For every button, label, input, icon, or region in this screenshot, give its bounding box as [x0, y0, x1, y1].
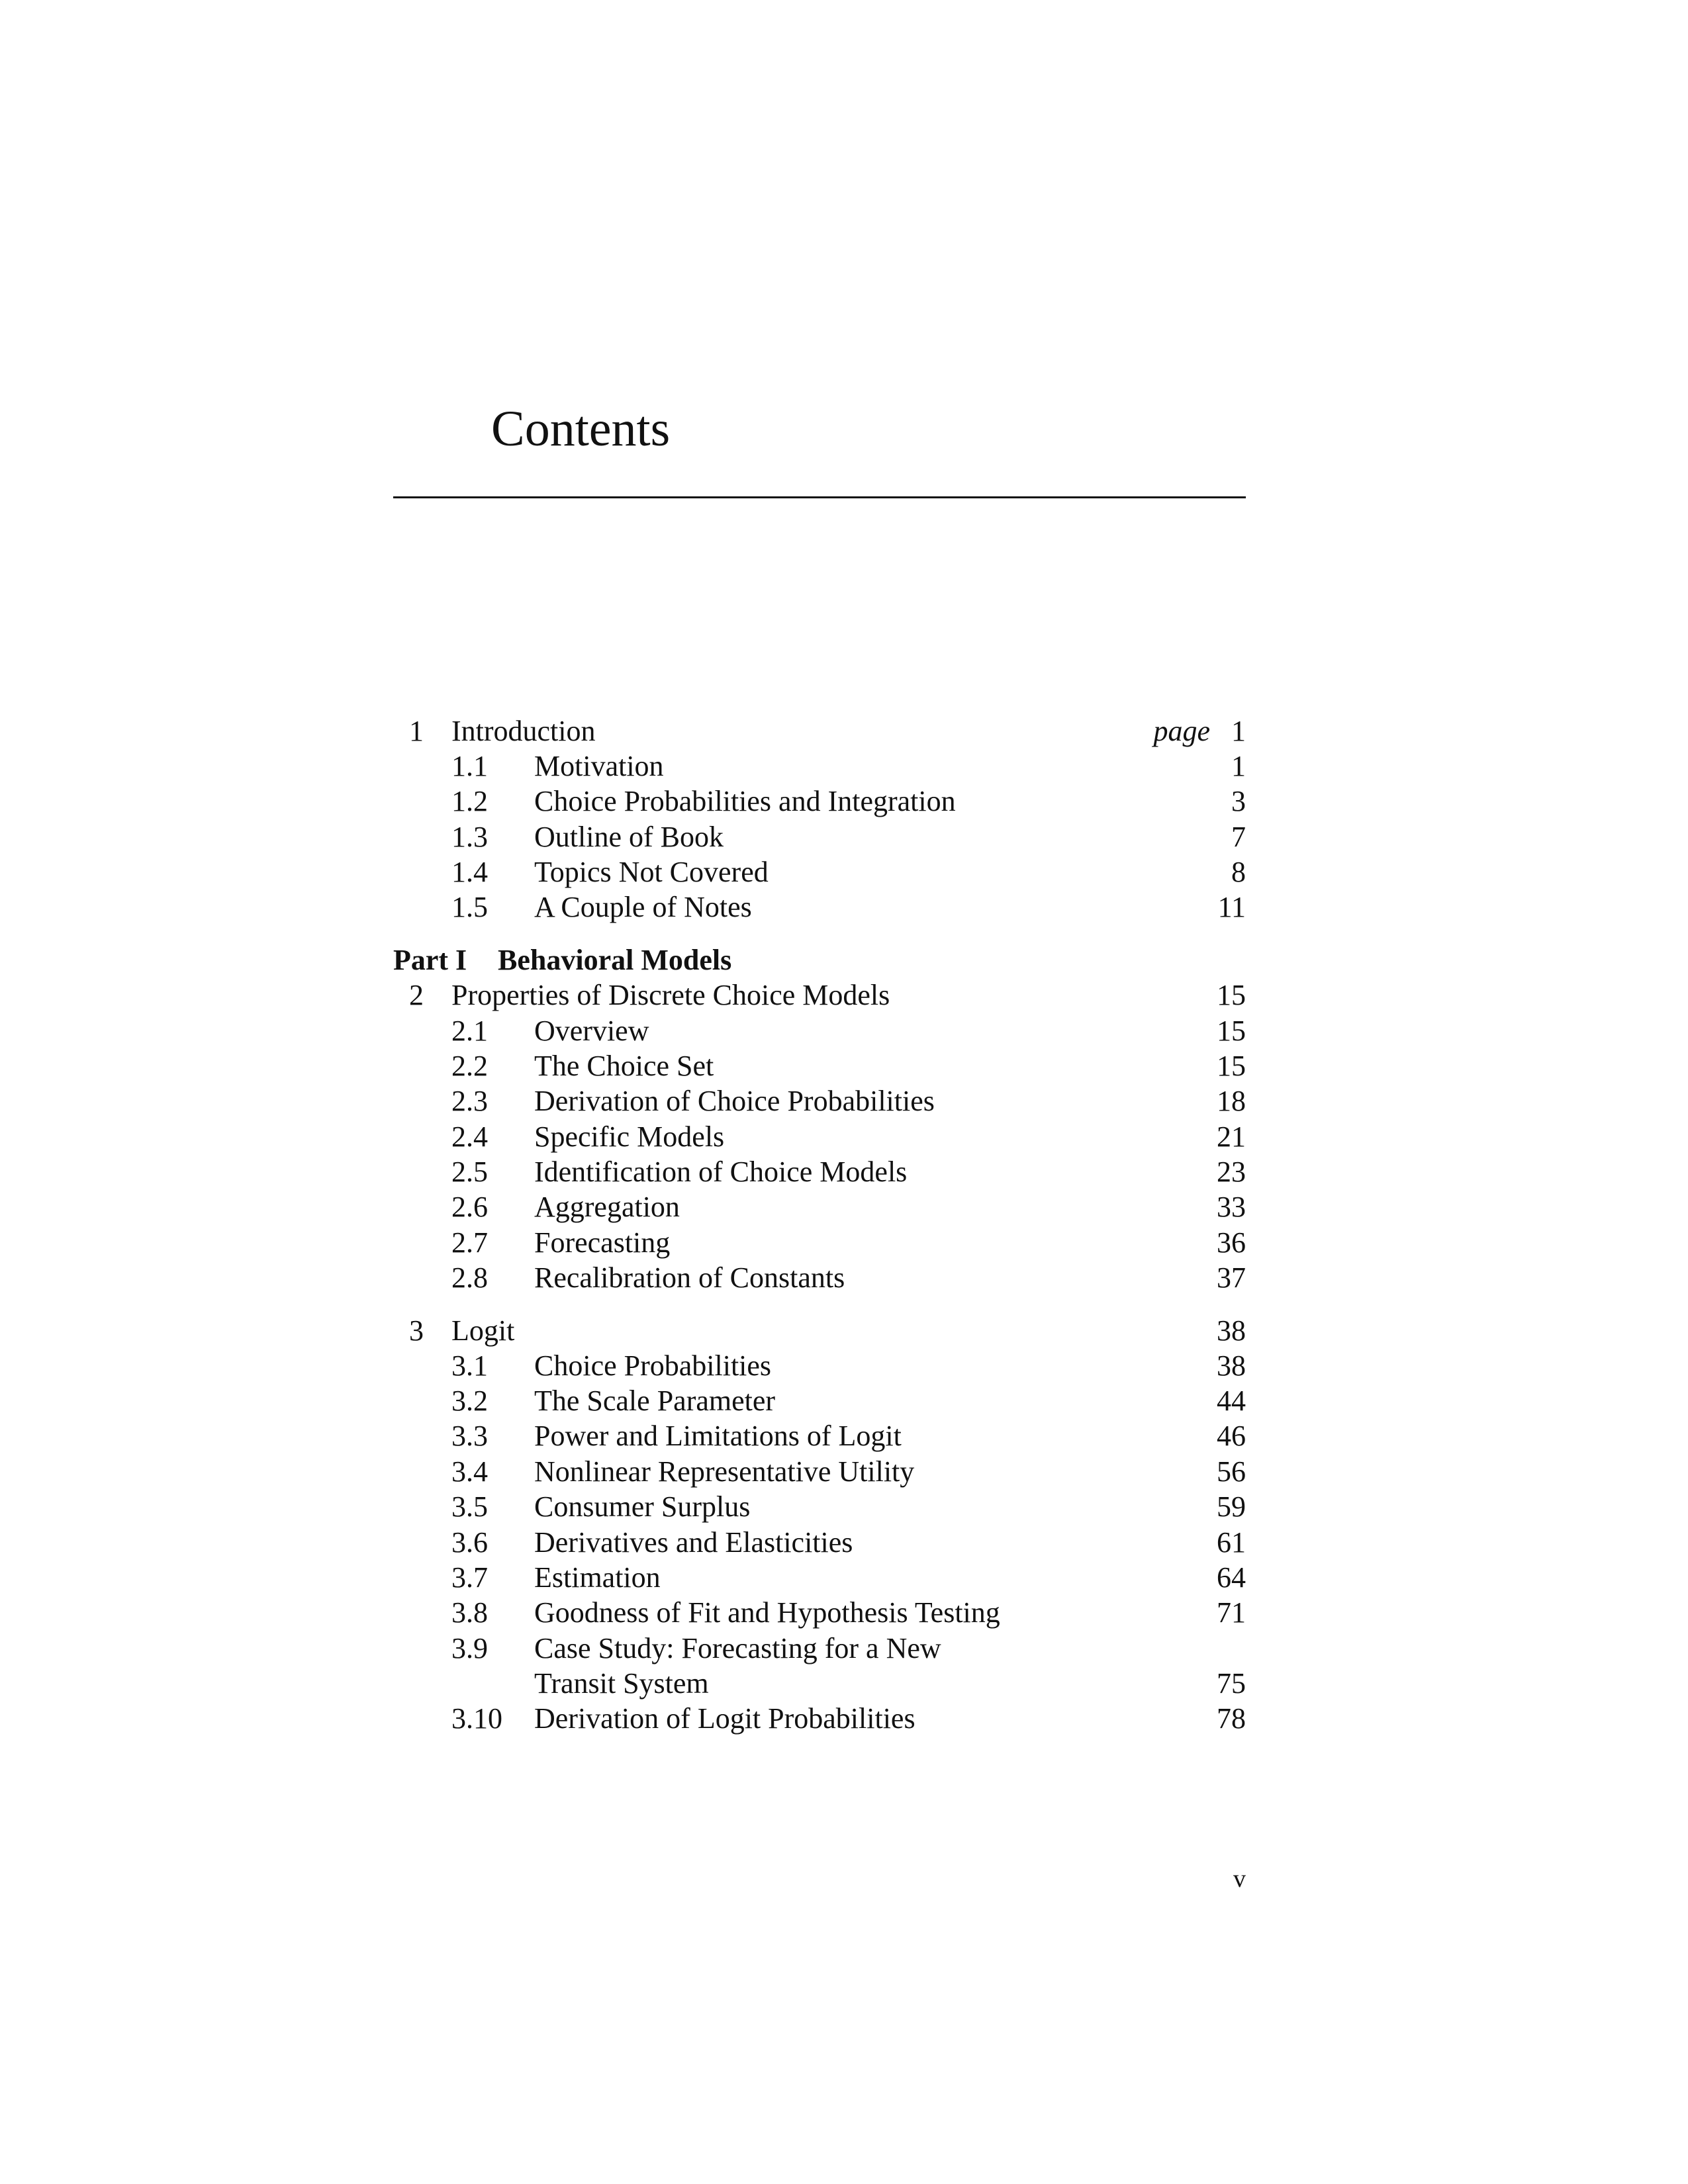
- toc-part-heading: [0, 942, 1688, 978]
- toc-page-number: 56: [1217, 1455, 1246, 1488]
- toc-page-number: 11: [1217, 891, 1246, 923]
- toc-section-number: 2.5: [451, 1156, 488, 1188]
- toc-section-number: 3.10: [451, 1702, 502, 1735]
- toc-section-number: 2.4: [451, 1120, 488, 1153]
- toc-page-number: 33: [1217, 1191, 1246, 1223]
- toc-entry: [0, 1454, 1688, 1490]
- toc-section-title: Overview: [534, 1015, 649, 1047]
- toc-page-number: 36: [1217, 1226, 1246, 1259]
- toc-entry: [0, 1313, 1688, 1349]
- toc-section-number: 1.3: [451, 821, 488, 853]
- toc-entry: [0, 1013, 1688, 1049]
- toc-part-title: Behavioral Models: [498, 944, 732, 976]
- toc-page-number: 1: [1231, 750, 1246, 782]
- toc-chapter-title: Introduction: [451, 715, 596, 747]
- toc-page-number: 38: [1217, 1314, 1246, 1347]
- toc-section-title: Outline of Book: [534, 821, 724, 853]
- toc-page-number: 37: [1217, 1261, 1246, 1294]
- toc-page-number: 46: [1217, 1420, 1246, 1452]
- toc-page-number: 64: [1217, 1561, 1246, 1594]
- toc-section-title: Forecasting: [534, 1226, 671, 1259]
- toc-section-title: Choice Probabilities: [534, 1349, 772, 1382]
- toc-page-number: 1: [1231, 715, 1246, 747]
- toc-section-title: Nonlinear Representative Utility: [534, 1455, 915, 1488]
- toc-section-number: 2.1: [451, 1015, 488, 1047]
- toc-section-number: 2.8: [451, 1261, 488, 1294]
- toc-entry: [0, 889, 1688, 925]
- toc-page-number: 15: [1217, 979, 1246, 1011]
- toc-page-number: 78: [1217, 1702, 1246, 1735]
- toc-page-number: 59: [1217, 1490, 1246, 1523]
- toc-section-title: Goodness of Fit and Hypothesis Testing: [534, 1596, 1000, 1629]
- toc-section-title: Choice Probabilities and Integration: [534, 785, 956, 817]
- toc-entry: [0, 784, 1688, 819]
- toc-entry: [0, 1418, 1688, 1454]
- toc-section-number: 2.6: [451, 1191, 488, 1223]
- toc-section-number: 3.7: [451, 1561, 488, 1594]
- toc-section-number: 3.4: [451, 1455, 488, 1488]
- toc-section-number: 3.9: [451, 1632, 488, 1664]
- toc-chapter-title: Logit: [451, 1314, 515, 1347]
- toc-section-title: Derivation of Choice Probabilities: [534, 1085, 935, 1117]
- toc-section-number: 1.2: [451, 785, 488, 817]
- toc-section-number: 3.8: [451, 1596, 488, 1629]
- toc-section-title: Consumer Surplus: [534, 1490, 751, 1523]
- toc-section-number: 2.3: [451, 1085, 488, 1117]
- toc-section-title: The Scale Parameter: [534, 1385, 776, 1417]
- toc-entry: [0, 978, 1688, 1013]
- toc-page-number: 71: [1217, 1596, 1246, 1629]
- toc-section-title: Specific Models: [534, 1120, 725, 1153]
- toc-chapter-number: 1: [409, 715, 424, 747]
- toc-page-number: 18: [1217, 1085, 1246, 1117]
- toc-page-number: 15: [1217, 1015, 1246, 1047]
- toc-section-title: Topics Not Covered: [534, 856, 769, 888]
- toc-section-title: Motivation: [534, 750, 664, 782]
- toc-entry: [0, 1525, 1688, 1561]
- toc-entry: [0, 1083, 1688, 1119]
- toc-page-number: 8: [1231, 856, 1246, 888]
- toc-section-title: Case Study: Forecasting for a New: [534, 1632, 941, 1664]
- toc-section-title: Aggregation: [534, 1191, 680, 1223]
- toc-section-title: Derivation of Logit Probabilities: [534, 1702, 915, 1735]
- toc-section-title: Recalibration of Constants: [534, 1261, 845, 1294]
- toc-entry: [0, 1383, 1688, 1419]
- toc-section-title: Power and Limitations of Logit: [534, 1420, 902, 1452]
- page-title: Contents: [491, 401, 671, 457]
- toc-entry: [0, 819, 1688, 855]
- toc-section-number: 3.1: [451, 1349, 488, 1382]
- toc-chapter-title: Properties of Discrete Choice Models: [451, 979, 890, 1011]
- toc-section-title: Estimation: [534, 1561, 661, 1594]
- toc-section-number: 1.1: [451, 750, 488, 782]
- toc-entry: [0, 1631, 1688, 1666]
- toc-section-number: 3.2: [451, 1385, 488, 1417]
- toc-entry: [0, 1489, 1688, 1525]
- toc-entry: [0, 1154, 1688, 1190]
- toc-page-number: 44: [1217, 1385, 1246, 1417]
- toc-section-title: Identification of Choice Models: [534, 1156, 908, 1188]
- toc-section-title: The Choice Set: [534, 1050, 714, 1082]
- toc-entry: [0, 1260, 1688, 1296]
- toc-chapter-number: 3: [409, 1314, 424, 1347]
- toc-section-number: 3.5: [451, 1490, 488, 1523]
- toc-page-label: page: [1153, 715, 1210, 747]
- toc-entry: [0, 1701, 1688, 1737]
- toc-section-number: 1.5: [451, 891, 488, 923]
- toc-entry: [0, 1048, 1688, 1084]
- toc-entry: [0, 1666, 1688, 1702]
- toc-page-number: 3: [1231, 785, 1246, 817]
- toc-page-number: 61: [1217, 1526, 1246, 1559]
- toc-page-number: 21: [1217, 1120, 1246, 1153]
- toc-entry: [0, 749, 1688, 784]
- toc-part-label: Part I: [393, 944, 467, 976]
- toc-page-number: 23: [1217, 1156, 1246, 1188]
- toc-entry: [0, 1189, 1688, 1225]
- toc-entry: [0, 1348, 1688, 1384]
- toc-section-number: 1.4: [451, 856, 488, 888]
- toc-section-number: 3.3: [451, 1420, 488, 1452]
- toc-section-title: Transit System: [534, 1667, 709, 1700]
- toc-chapter-number: 2: [409, 979, 424, 1011]
- toc-entry: [0, 1560, 1688, 1596]
- toc-section-number: 3.6: [451, 1526, 488, 1559]
- toc-section-title: Derivatives and Elasticities: [534, 1526, 853, 1559]
- toc-entry: [0, 1595, 1688, 1631]
- toc-page-number: 75: [1217, 1667, 1246, 1700]
- toc-entry: [0, 1119, 1688, 1155]
- toc-section-number: 2.2: [451, 1050, 488, 1082]
- toc-page-number: 38: [1217, 1349, 1246, 1382]
- toc-page-number: 15: [1217, 1050, 1246, 1082]
- toc-section-number: 2.7: [451, 1226, 488, 1259]
- toc-entry: [0, 713, 1688, 749]
- toc-page-number: 7: [1231, 821, 1246, 853]
- page-folio: v: [1233, 1865, 1246, 1893]
- toc-entry: [0, 1225, 1688, 1261]
- toc-section-title: A Couple of Notes: [534, 891, 752, 923]
- toc-entry: [0, 854, 1688, 890]
